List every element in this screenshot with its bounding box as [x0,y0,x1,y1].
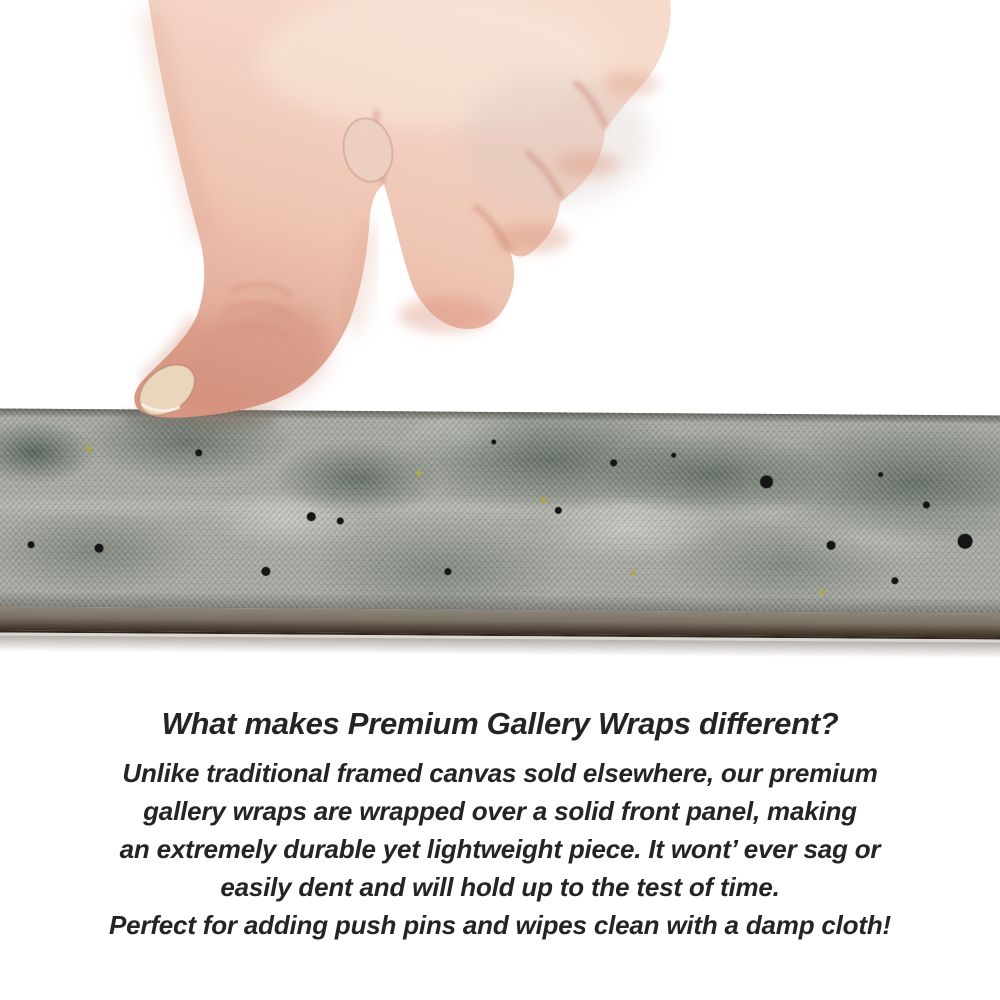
finger-pad-blush [556,151,620,177]
caption-block [0,704,1000,944]
caption-line: an extremely durable yet lightweight piece. It wont’ ever sag or [119,834,881,864]
caption-heading: What makes Premium Gallery Wraps different? [161,706,839,741]
hand-photo [0,0,1000,460]
caption-line: Perfect for adding push pins and wipes clean with a damp cloth! [109,910,891,940]
caption-line: gallery wraps are wrapped over a solid front panel, making [143,796,857,826]
caption-line: Unlike traditional framed canvas sold elsewhere, our premium [122,758,878,788]
caption-line: easily dent and will hold up to the test of time. [220,872,780,902]
finger-pad-blush [398,297,494,333]
finger-pad-blush [604,72,660,96]
